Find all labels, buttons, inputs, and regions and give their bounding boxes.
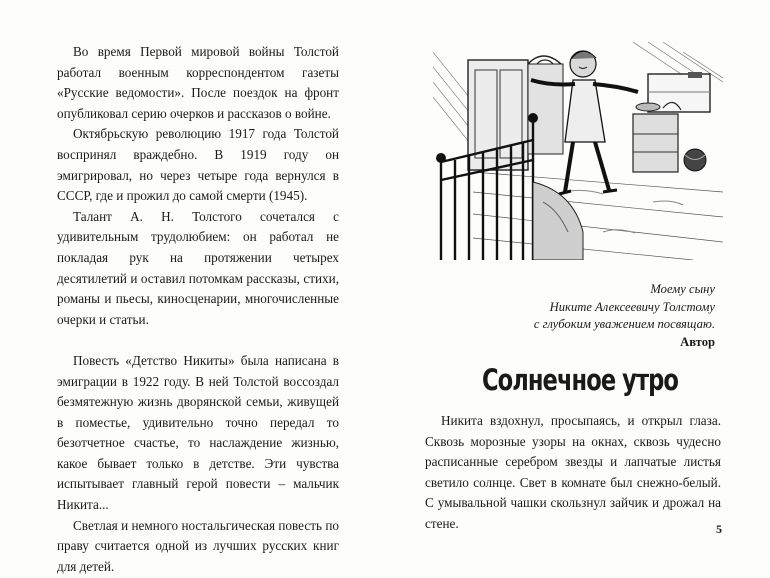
dedication-author: Автор [680, 334, 715, 349]
paragraph: Повесть «Детство Никиты» была написана в эмиграции в 1922 году. В ней Толстой воссоздал безмятежную жизнь дворянской семьи, живущей в поместье, удивительно точно передал то безотчетное счастье, то наслаждение жизнью, какое бывает только в детстве. Эти чувства испытывает главный герой повести – мальчик Никита... [57, 352, 339, 513]
paragraph: Никита вздохнул, просыпаясь, и открыл глаза. Сквозь морозные узоры на окнах, сквозь чудесно расписанные серебром звезды и лапчатые листья светило солнце. Свет в комнате был снежно-белый. С умывальной чашки скользнул зайчик и дрожал на стене. [425, 413, 721, 531]
paragraph: Октябрьскую революцию 1917 года Толстой воспринял враждебно. В 1919 году он эмигрировал, но через четыре года вернулся в СССР, где и прожил до самой смерти (1945). [57, 126, 339, 204]
dedication-line: Никите Алексеевичу Толстому [549, 299, 715, 314]
chapter-title: Солнечное утро [481, 363, 679, 397]
dedication-line: с глубоким уважением посвящаю. [533, 317, 715, 332]
dedication-line: Моему сыну [650, 282, 715, 296]
page-number: 5 [716, 522, 722, 536]
illustration-boy-in-bedroom-icon [433, 42, 723, 260]
right-page-text [425, 411, 721, 535]
paragraph: Талант А. Н. Толстого сочетался с удивительным трудолюбием: он работал не покладая рук на протяжении четырех десятилетий и оставил потомкам рассказы, стихи, романы и пьесы, киносценарии, многочисленные очерки и статьи. [57, 208, 339, 327]
paragraph: Во время Первой мировой войны Толстой работал военным корреспондентом газеты «Русские ведомости». После поездок на фронт опубликовал серию очерков и рассказов о войне. [57, 44, 339, 121]
dedication [425, 281, 715, 351]
right-page [385, 0, 770, 578]
paragraph: Светлая и немного ностальгическая повесть по праву считается одной из лучших русских книг для детей. [57, 517, 339, 574]
left-page-text [57, 42, 339, 577]
